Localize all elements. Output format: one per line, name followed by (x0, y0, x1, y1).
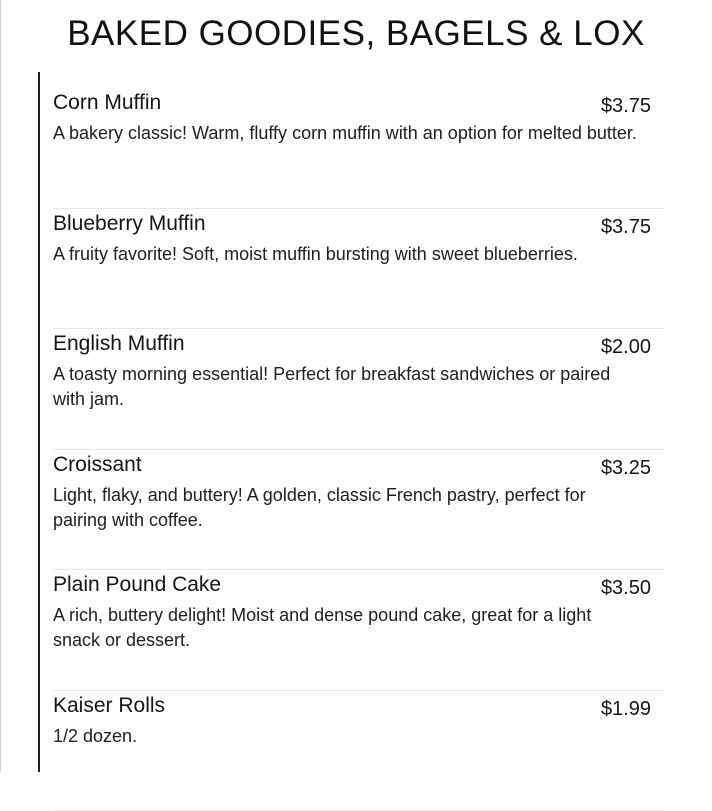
menu-vertical-rule (38, 72, 40, 772)
menu-item-name: Croissant (53, 452, 142, 478)
menu-item-description: A rich, buttery delight! Moist and dense pound cake, great for a light snack or dessert. (53, 603, 643, 653)
menu-item-description: A toasty morning essential! Perfect for breakfast sandwiches or paired with jam. (53, 362, 643, 412)
menu-item-header (53, 693, 664, 719)
menu-item-name: Blueberry Muffin (53, 211, 206, 237)
menu-item-price: $2.00 (601, 334, 651, 360)
menu-item-description: Light, flaky, and buttery! A golden, classic French pastry, perfect for pairing with coffee. (53, 483, 643, 533)
menu-item-description: A fruity favorite! Soft, moist muffin bursting with sweet blueberries. (53, 242, 643, 267)
menu-item-price: $3.75 (601, 93, 651, 119)
menu-item-name: Corn Muffin (53, 90, 161, 116)
menu-item-price: $3.50 (601, 575, 651, 601)
menu-item-header (53, 90, 664, 116)
menu-item-price: $3.25 (601, 455, 651, 481)
menu-item[interactable] (53, 570, 664, 691)
menu-item-header (53, 211, 664, 237)
menu-item-header (53, 452, 664, 478)
menu-item[interactable] (53, 691, 664, 811)
menu-item[interactable] (53, 88, 664, 209)
menu-item[interactable] (53, 209, 664, 330)
menu-item-description: A bakery classic! Warm, fluffy corn muffin with an option for melted butter. (53, 121, 643, 146)
menu-item-description: 1/2 dozen. (53, 724, 643, 749)
menu-item-list (53, 88, 664, 811)
menu-item-name: Kaiser Rolls (53, 693, 165, 719)
menu-item[interactable] (53, 450, 664, 571)
menu-item[interactable] (53, 329, 664, 450)
menu-item-price: $1.99 (601, 696, 651, 722)
menu-item-price: $3.75 (601, 214, 651, 240)
menu-item-name: Plain Pound Cake (53, 572, 221, 598)
menu-item-name: English Muffin (53, 331, 185, 357)
page-edge-divider (0, 0, 1, 772)
section-title: BAKED GOODIES, BAGELS & LOX (0, 12, 712, 56)
menu-item-header (53, 572, 664, 598)
menu-item-header (53, 331, 664, 357)
